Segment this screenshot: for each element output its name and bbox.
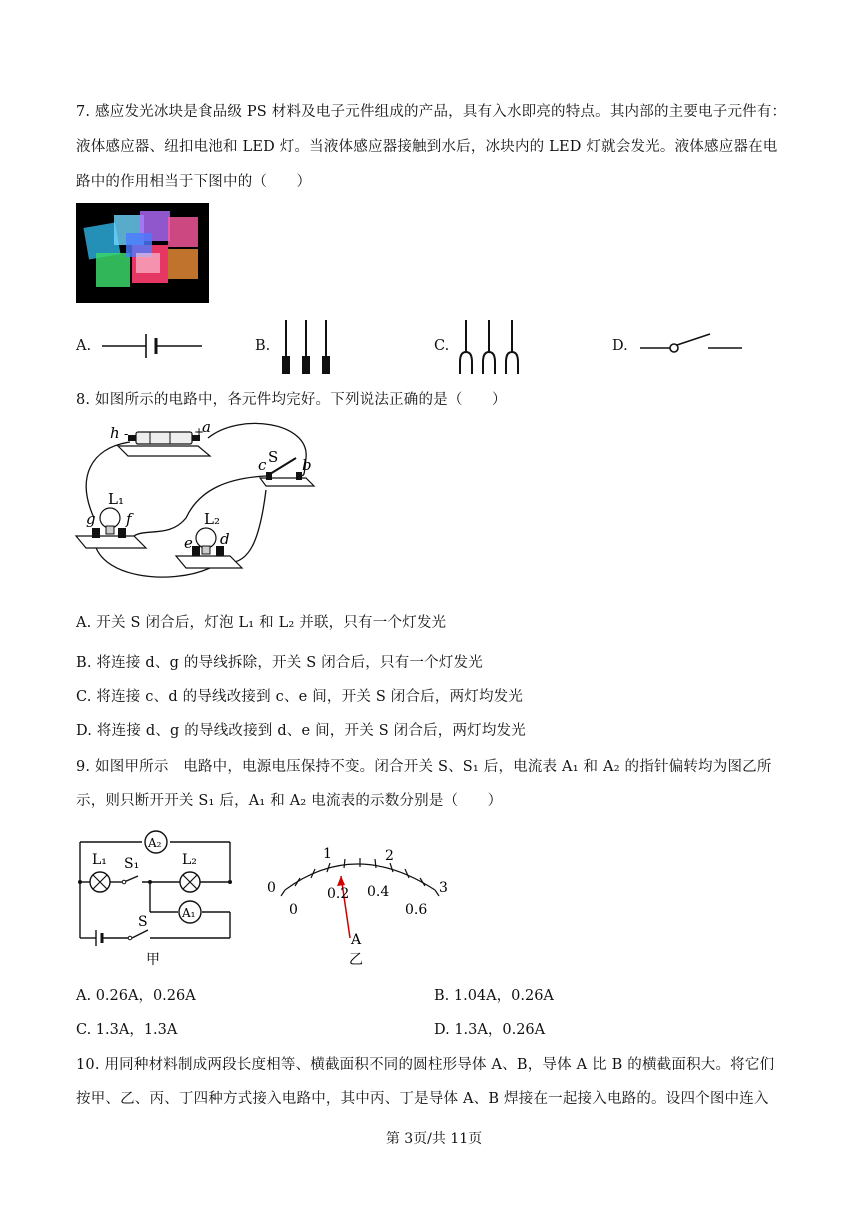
tick-bottom-0-2: 0.2	[327, 886, 350, 902]
label-f: f	[126, 510, 132, 528]
label-a: a	[202, 418, 211, 436]
tick-bottom-0: 0	[289, 902, 298, 918]
q8-option-c: C. 将连接 c、d 的导线改接到 c、e 间，开关 S 闭合后，两灯均发光	[76, 689, 524, 705]
caption-jia: 甲	[146, 952, 160, 968]
label-h: h	[110, 424, 120, 442]
label-L2: L₂	[204, 510, 220, 528]
battery-symbol	[98, 328, 208, 364]
q9-line-1: 9. 如图甲所示 电路中，电源电压保持不变。闭合开关 S、S₁ 后，电流表 A₁ 和 A₂ 的指针偏转均为图乙所	[76, 759, 772, 775]
q10-line-1: 10. 用同种材料制成两段长度相等、横截面积不同的圆柱形导体 A、B，导体 A 比 B 的横截面积大。将它们	[76, 1057, 775, 1073]
label-d: d	[220, 530, 230, 548]
tick-top-3: 3	[439, 880, 448, 896]
q7-option-a: A.	[76, 338, 92, 354]
q9-option-d: D. 1.3A，0.26A	[434, 1022, 546, 1038]
q7-line-1: 7. 感应发光冰块是食品级 PS 材料及电子元件组成的产品，具有入水即亮的特点。其内部的主要电子元件有：	[76, 104, 787, 120]
pointer-label: A	[351, 932, 362, 948]
label-L1: L₁	[108, 490, 124, 508]
label-b: b	[302, 456, 312, 474]
three-prongs-symbol	[456, 318, 522, 376]
q8-option-a: A. 开关 S 闭合后，灯泡 L₁ 和 L₂ 并联，只有一个灯发光	[76, 615, 447, 631]
label-A2: A₂	[148, 836, 162, 850]
three-probes-symbol	[276, 318, 336, 376]
q9-line-2: 示，则只断开开关 S₁ 后，A₁ 和 A₂ 电流表的示数分别是（ ）	[76, 793, 503, 809]
page-footer: 第 3页/共 11页	[385, 1131, 483, 1147]
q9-option-a: A. 0.26A，0.26A	[76, 988, 196, 1004]
label-minus: -	[124, 427, 129, 442]
tick-top-2: 2	[385, 848, 394, 864]
open-switch-symbol	[636, 328, 748, 364]
label-S: S	[268, 448, 279, 466]
led-ice-cube-photo	[76, 203, 209, 303]
label-S1: S₁	[124, 856, 140, 872]
q8-option-d: D. 将连接 d、g 的导线改接到 d、e 间，开关 S 闭合后，两灯均发光	[76, 723, 526, 739]
q8-option-b: B. 将连接 d、g 的导线拆除，开关 S 闭合后，只有一个灯发光	[76, 655, 483, 671]
q9-circuit-jia	[70, 824, 245, 970]
q7-line-2: 液体感应器、纽扣电池和 LED 灯。当液体感应器接触到水后，冰块内的 LED 灯就会发光。液体感应器在电	[76, 139, 778, 155]
label-L2: L₂	[182, 852, 197, 868]
q9-ammeter-yi	[255, 838, 455, 970]
label-e: e	[184, 534, 193, 552]
tick-top-1: 1	[323, 846, 332, 862]
label-g: g	[86, 510, 96, 528]
caption-yi: 乙	[349, 952, 363, 968]
q8-stem: 8. 如图所示的电路中，各元件均完好。下列说法正确的是（ ）	[76, 392, 507, 408]
label-A1: A₁	[182, 906, 196, 920]
tick-left-0: 0	[267, 880, 276, 896]
q7-option-c: C.	[434, 338, 450, 354]
q9-option-c: C. 1.3A，1.3A	[76, 1022, 178, 1038]
q8-circuit-figure	[70, 418, 330, 588]
label-c: c	[258, 456, 267, 474]
q9-option-b: B. 1.04A，0.26A	[434, 988, 554, 1004]
q7-option-d: D.	[612, 338, 628, 354]
q7-option-b: B.	[255, 338, 271, 354]
tick-bottom-0-6: 0.6	[405, 902, 428, 918]
label-plus: +	[194, 425, 205, 439]
tick-bottom-0-4: 0.4	[367, 884, 390, 900]
label-S: S	[138, 914, 148, 930]
q10-line-2: 按甲、乙、丙、丁四种方式接入电路中，其中丙、丁是导体 A、B 焊接在一起接入电路的。设四个图中连入	[76, 1091, 769, 1107]
q7-line-3: 路中的作用相当于下图中的（ ）	[76, 174, 312, 190]
label-L1: L₁	[92, 852, 107, 868]
